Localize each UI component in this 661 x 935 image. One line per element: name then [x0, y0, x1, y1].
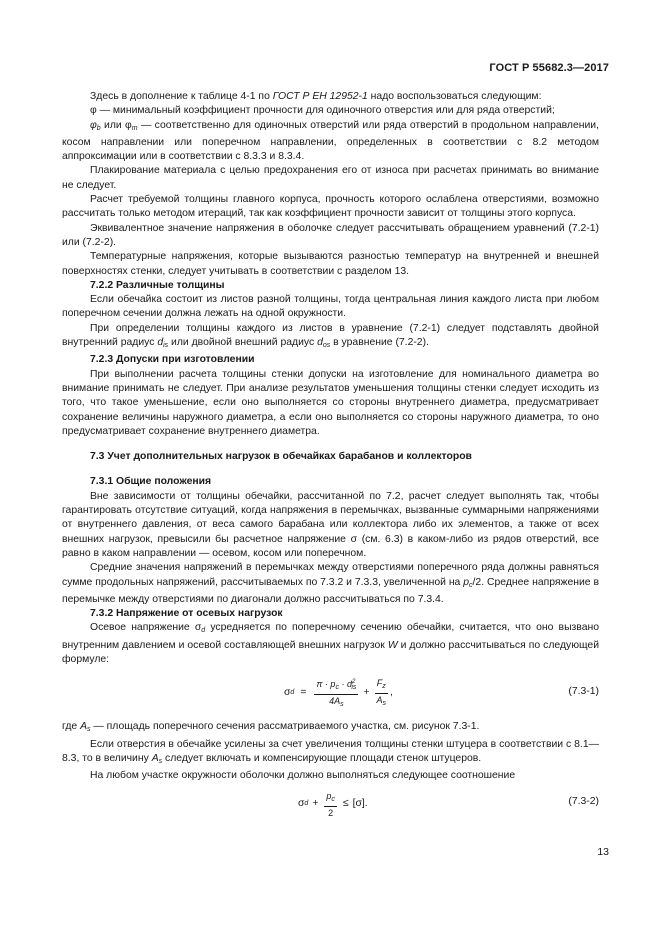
page-number: 13: [597, 846, 609, 858]
paragraph: Плакирование материала с целью предохранения его от износа при расчетах принимать во внимание не следует.: [62, 165, 599, 191]
section-heading-7-3: 7.3 Учет дополнительных нагрузок в обечайках барабанов и коллекторов: [90, 451, 472, 463]
fraction: $\frac{\pi \cdot p_c \cdot d^2_{is}}{4A_s}$: [314, 676, 358, 711]
standard-reference: ГОСТ Р ЕН 12952-1: [272, 91, 368, 102]
paragraph: Если обечайка состоит из листов разной толщины, тогда центральная линия каждого листа при любом поперечном сечении должна лежать на одной окружности.: [62, 294, 599, 320]
equation-7-3-2: [62, 785, 599, 823]
equation-expression: σ d + $\frac{p_c}{2}$ ≤ [σ].: [298, 790, 368, 818]
paragraph: При определении толщины каждого из листов в уравнение (7.2-1) следует подставлять двойной внутренний радиус $d_{is}$ или двойной внешний радиус $d_{os}$ в уравнение (7.2-2).: [62, 322, 599, 350]
paragraph: Здесь в дополнение к таблице 4-1 по ГОСТ Р ЕН 12952-1 надо воспользоваться следующим:: [90, 91, 542, 102]
paragraph: Вне зависимости от толщины обечайки, рассчитанной по 7.2, расчет следует выполнять так, чтобы гарантировать отсутствие ситуаций, когда напряжения в перемычках, вызванные суммарными напряжениями от внутреннего давления, от веса самого барабана или коллектора либо их элементов, а также от всех внешних нагрузок, превысили бы расчетное напряжение σ (см. 6.3) в каком-либо из рядов отверстий, все равно в каком направлении — осевом, косом или поперечном.: [62, 490, 599, 559]
paragraph: На любом участке окружности оболочки должно выполняться следующее соотношение: [90, 770, 516, 782]
paragraph: Средние значения напряжений в перемычках между отверстиями поперечного ряда должны равняться сумме продольных напряжений, рассчитываемых по 7.3.2 и 7.3.3, увеличенной на $p_c/2$. Среднее напряжение в перемычке между отверстиями по диагонали должно рассчитываться по 7.3.4.: [62, 562, 599, 605]
standard-header: ГОСТ Р 55682.3—2017: [489, 62, 609, 74]
fraction: $\frac{p_c}{2}$: [326, 790, 335, 818]
document-body: [62, 90, 599, 825]
paragraph: Эквивалентное значение напряжения в оболочке следует рассчитывать обращением уравнений (7.2-1) или (7.2-2).: [62, 222, 599, 248]
paragraph: Температурные напряжения, которые вызываются разностью температур на внутренней и внешней поверхностях стенки, следует учитывать в соответствии с разделом 13.: [62, 251, 599, 277]
paragraph: где $A_s$ — площадь поперечного сечения рассматриваемого участка, см. рисунок 7.3-1.: [62, 721, 480, 734]
equation-7-3-1: [62, 670, 599, 718]
paragraph: Расчет требуемой толщины главного корпуса, прочность которого ослаблена отверстиями, возможно рассчитать только методом итераций, так как коэффициент прочности зависит от толщины этого корпуса.: [62, 194, 599, 220]
equation-number: (7.3-2): [568, 796, 599, 808]
paragraph: При выполнении расчета толщины стенки допуски на изготовление для номинального диаметра во внимание принимать не следует. При анализе результатов уменьшения толщины стенки следует исходить из того, что такое уменьшение, если оно выполняется со стороны внутреннего диаметра, предусматривает сохранение величины наружного диаметра, а если оно выполняется со стороны наружного диаметра, то оно предусматривает сохранение внутреннего диаметра.: [62, 368, 599, 437]
paragraph: Если отверстия в обечайке усилены за счет увеличения толщины стенки штуцера в соответствии с 8.1—8.3, то в величину $A_s$ следует включать и компенсирующие площади стенок штуцеров.: [62, 738, 599, 765]
section-heading-7-3-2: 7.3.2 Напряжение от осевых нагрузок: [90, 608, 283, 620]
section-heading-7-3-1: 7.3.1 Общие положения: [90, 476, 212, 488]
equation-expression: σ d = $\frac{\pi \cdot p_c \cdot d^2_{is}}{4A_s}$ + $\frac{F_z}{A_s}$ ,: [284, 673, 393, 713]
fraction: $\frac{F_z}{A_s}$: [376, 677, 386, 707]
paragraph: Осевое напряжение $\sigma_d$ усредняется по поперечному сечению обечайки, считается, что оно вызвано внутренним давлением и осевой составляющей внешних нагрузок W и должно рассчитываться по следующей формуле:: [62, 622, 600, 665]
equation-number: (7.3-1): [568, 686, 599, 698]
section-heading-7-2-3: 7.2.3 Допуски при изготовлении: [90, 354, 255, 366]
section-heading-7-2-2: 7.2.2 Различные толщины: [90, 279, 225, 291]
paragraph: φ — минимальный коэффициент прочности для одиночного отверстия или для ряда отверстий;: [90, 105, 555, 117]
paragraph: $\varphi_b$ или $\varphi_m$ — соответственно для одиночных отверстий или ряда отверстий в продольном направлении, косом направлении или поперечном направлении, определенных в соответствии с 8.2 методом аппроксимации или в соответствии с 8.3.3 и 8.3.4.: [62, 119, 599, 163]
